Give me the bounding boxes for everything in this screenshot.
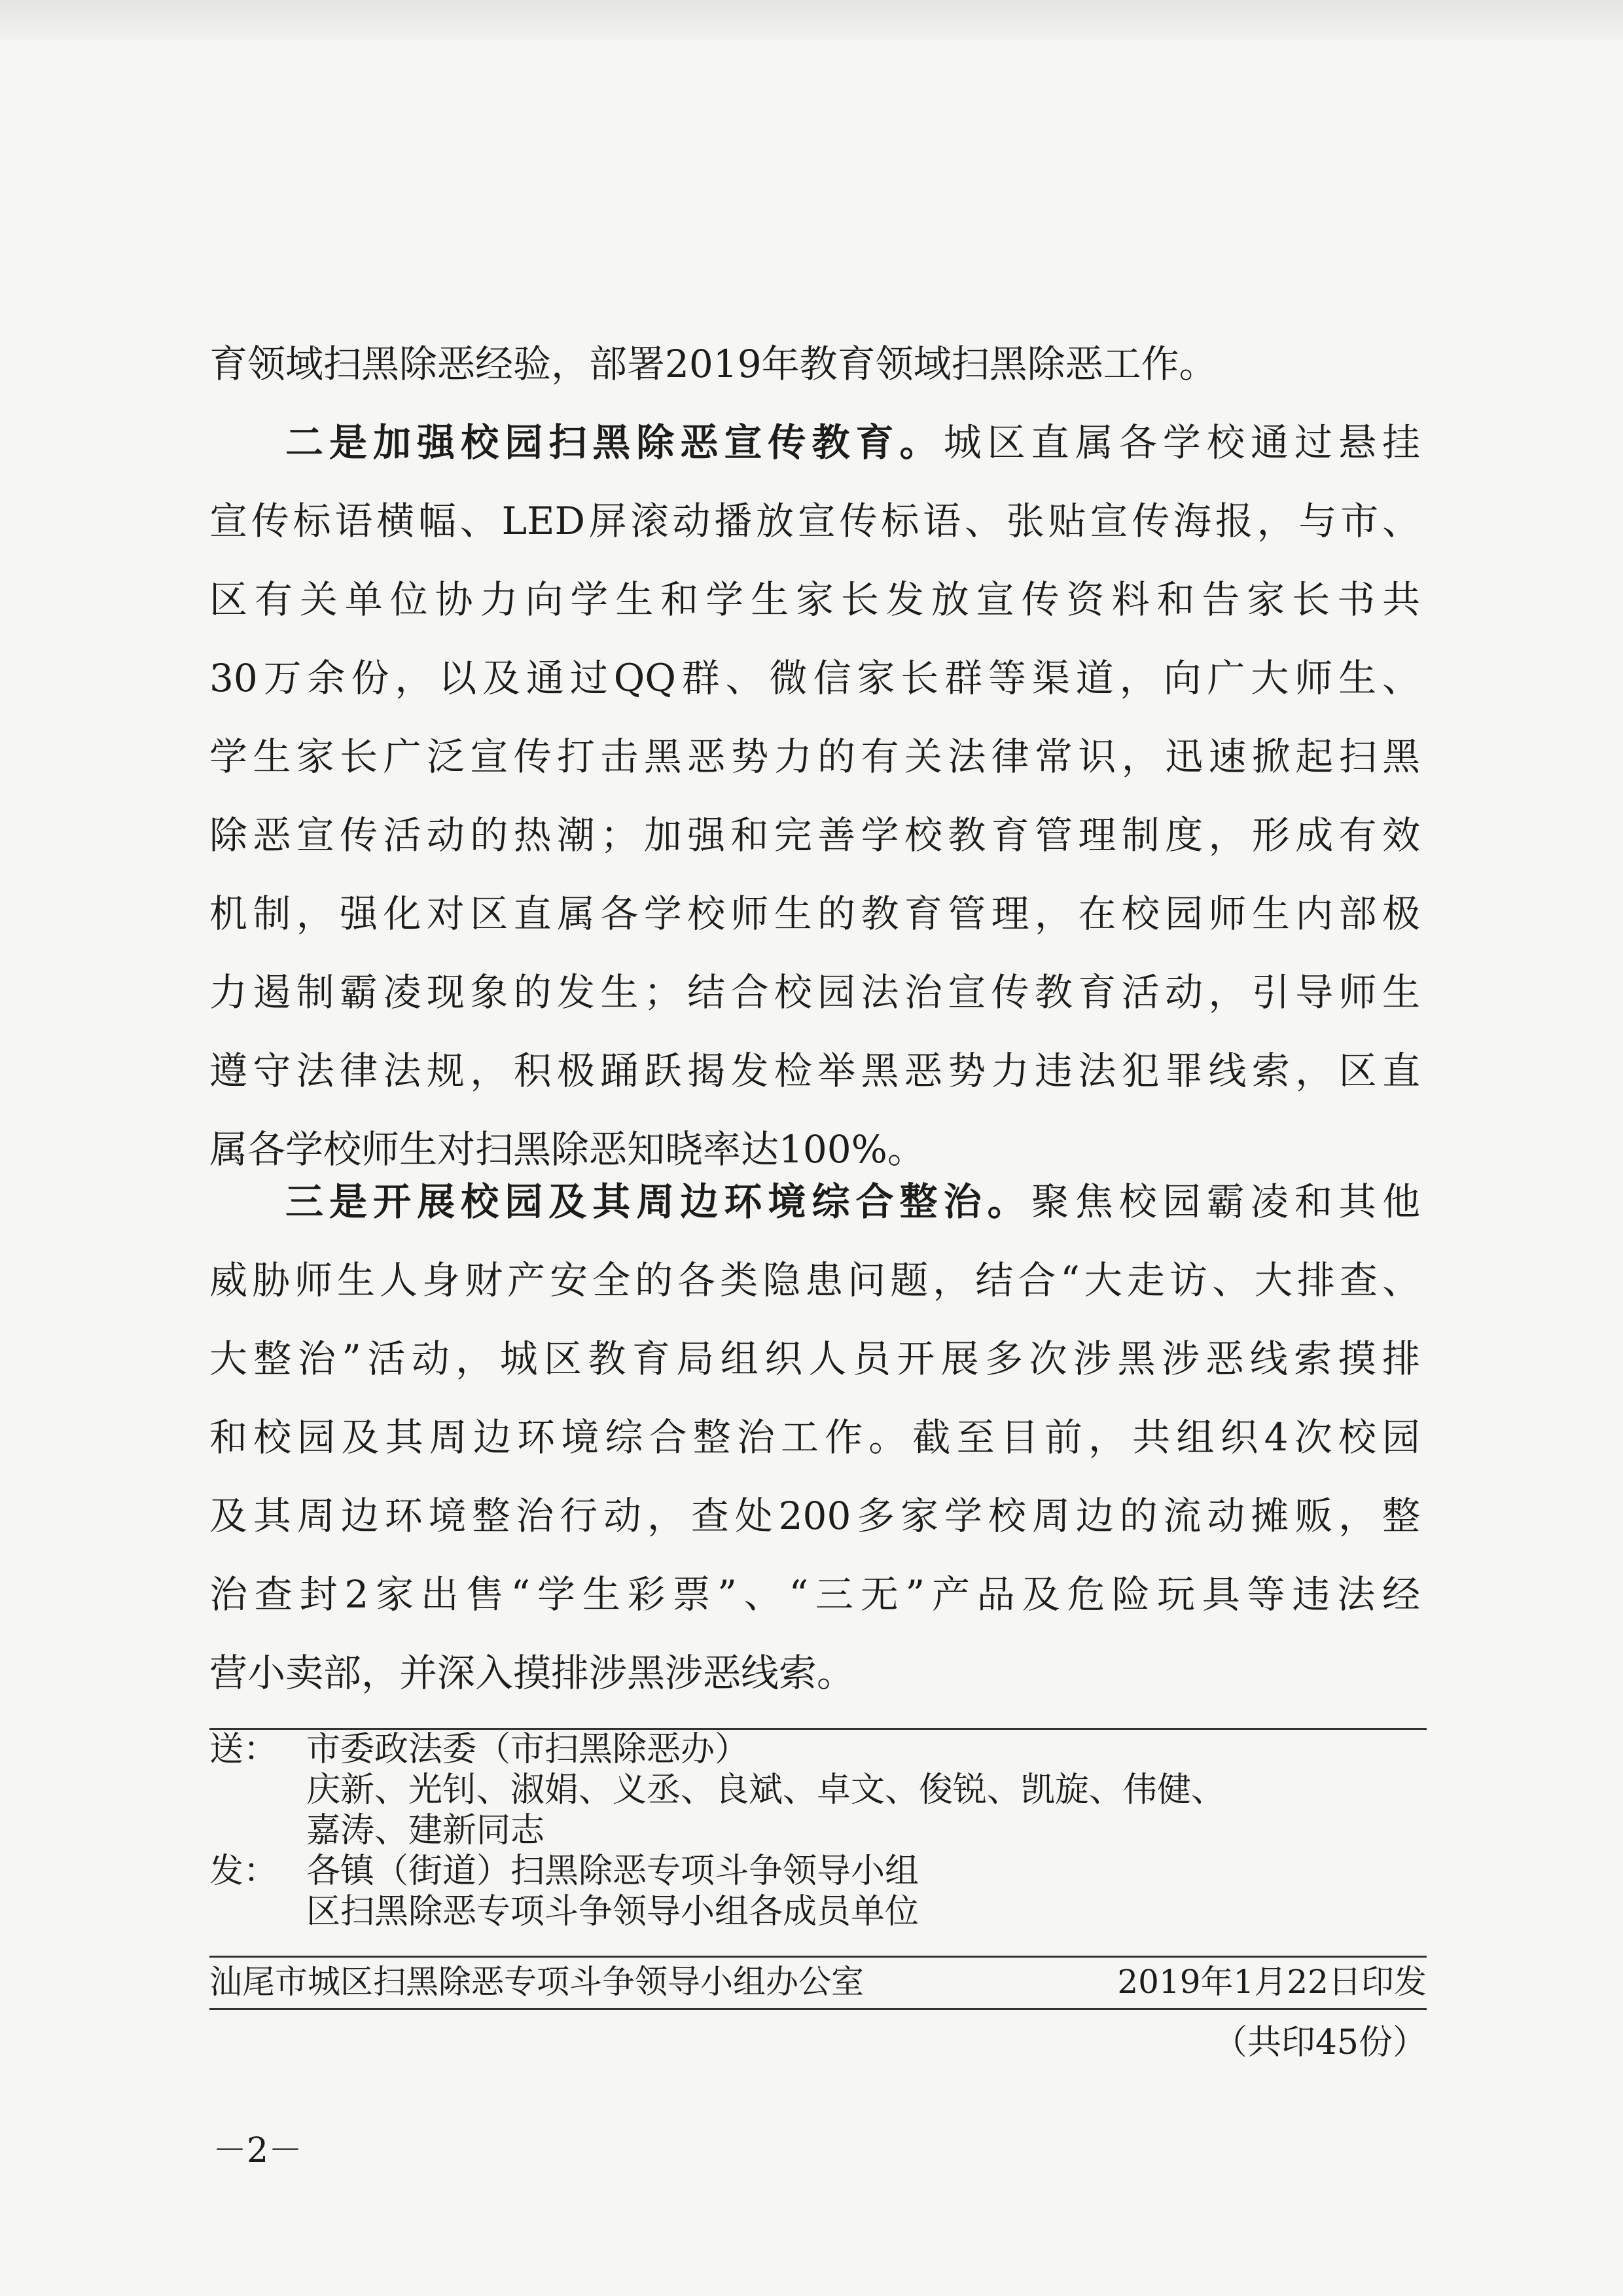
- send-list: [306, 1729, 1427, 1851]
- issue-line: 区扫黑除恶专项斗争领导小组各成员单位: [306, 1892, 919, 1931]
- issue-list: [306, 1851, 1427, 1932]
- text-span: 城区直属各学校通过悬挂: [943, 420, 1420, 465]
- paragraph-lead: 二是加强校园扫黑除恶宣传教育。: [285, 420, 944, 465]
- text-line: 力遏制霸凌现象的发生；结合校园法治宣传教育活动，引导师生: [209, 970, 1420, 1014]
- text-line: 区有关单位协力向学生和学生家长发放宣传资料和告家长书共: [209, 577, 1420, 622]
- paragraph-lead: 三是开展校园及其周边环境综合整治。: [285, 1179, 1031, 1224]
- issue-line: 各镇（街道）扫黑除恶专项斗争领导小组: [306, 1852, 919, 1891]
- text-line: 除恶宣传活动的热潮；加强和完善学校教育管理制度，形成有效: [209, 813, 1420, 857]
- text-line: 及其周边环境整治行动，查处200多家学校周边的流动摊贩，整: [209, 1494, 1420, 1538]
- send-line: 庆新、光钊、淑娟、义丞、良斌、卓文、俊锐、凯旋、伟健、: [306, 1770, 1226, 1810]
- paragraph-3: [209, 1162, 1420, 1712]
- send-label: 送：: [209, 1730, 278, 1769]
- copies-count: （共印45份）: [1213, 2023, 1427, 2062]
- page-number: －2－: [213, 2131, 303, 2170]
- rule-middle: [209, 1956, 1427, 1958]
- send-line: 市委政法委（市扫黑除恶办）: [306, 1730, 749, 1769]
- text-line: 大整治”活动，城区教育局组织人员开展多次涉黑涉恶线索摸排: [209, 1336, 1420, 1381]
- distribution-block: [209, 1729, 1427, 1932]
- paragraph-1: [209, 325, 1420, 403]
- imprint-row: [209, 1962, 1427, 2001]
- text-line: [209, 1162, 1420, 1241]
- issue-row: [209, 1851, 1427, 1932]
- send-line: 嘉涛、建新同志: [306, 1811, 545, 1850]
- issue-date: 2019年1月22日印发: [1117, 1963, 1427, 2001]
- issue-label: 发：: [209, 1852, 278, 1891]
- text-line: 学生家长广泛宣传打击黑恶势力的有关法律常识，迅速掀起扫黑: [209, 734, 1420, 779]
- text-line: 属各学校师生对扫黑除恶知晓率达100%。: [209, 1127, 925, 1172]
- text-line: 和校园及其周边环境综合整治工作。截至目前，共组织4次校园: [209, 1415, 1420, 1460]
- scan-top-edge: [0, 0, 1623, 39]
- issuing-office: 汕尾市城区扫黑除恶专项斗争领导小组办公室: [209, 1963, 864, 2001]
- text-line: 宣传标语横幅、LED屏滚动播放宣传标语、张贴宣传海报，与市、: [209, 499, 1420, 543]
- rule-bottom: [209, 2008, 1427, 2010]
- text-line: 育领域扫黑除恶经验，部署2019年教育领域扫黑除恶工作。: [209, 342, 1217, 386]
- paragraph-2: [209, 403, 1420, 1189]
- text-line: 遵守法律法规，积极踊跃揭发检举黑恶势力违法犯罪线索，区直: [209, 1049, 1420, 1093]
- send-row: [209, 1729, 1427, 1851]
- text-line: 威胁师生人身财产安全的各类隐患问题，结合“大走访、大排查、: [209, 1258, 1420, 1302]
- text-line: 机制，强化对区直属各学校师生的教育管理，在校园师生内部极: [209, 891, 1420, 936]
- text-line: [209, 403, 1420, 482]
- text-line: 30万余份，以及通过QQ群、微信家长群等渠道，向广大师生、: [209, 656, 1420, 700]
- text-line: 治查封2家出售“学生彩票”、“三无”产品及危险玩具等违法经: [209, 1572, 1420, 1617]
- text-line: 营小卖部，并深入摸排涉黑涉恶线索。: [209, 1651, 855, 1695]
- text-span: 聚焦校园霸凌和其他: [1031, 1179, 1420, 1224]
